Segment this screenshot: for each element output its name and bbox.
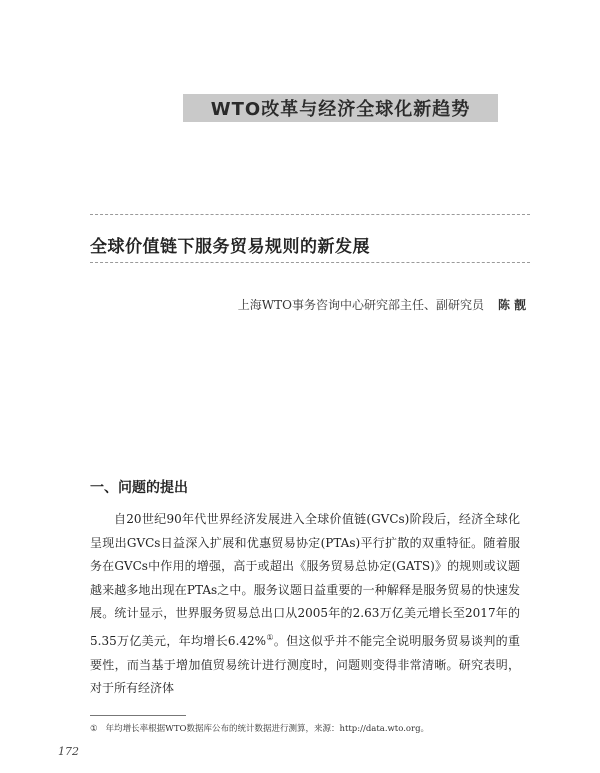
paragraph-main: 自20世纪90年代世界经济发展进入全球价值链(GVCs)阶段后，经济全球化呈现出GVCs日益深入扩展和优惠贸易协定(PTAs)平行扩散的双重特征。随着服务在GVCs中作用的增强，高于或超出《服务贸易总协定(GATS)》的规则或议题越来越多地出现在PTAs之中。服务议题日益重要的一种解释是服务贸易的快速发展。统计显示，世界服务贸易总出口从2005年的2.63万亿美元增长至2017年的5.35万亿美元，年均增长6.42% — [90, 512, 520, 648]
body-text — [90, 508, 520, 701]
paragraph-rest: 。但这似乎并不能完全说明服务贸易谈判的重要性，而当基于增加值贸易统计进行测度时，问题则变得非常清晰。研究表明，对于所有经济体 — [90, 633, 521, 696]
footnote — [90, 722, 530, 734]
footnote-text: 年均增长率根据WTO数据库公布的统计数据进行测算，来源：http://data.wto.org。 — [105, 724, 430, 734]
section-heading: 一、问题的提出 — [90, 480, 188, 496]
paragraph — [90, 508, 520, 701]
title-bottom-rule — [90, 262, 530, 263]
section-banner: WTO改革与经济全球化新趋势 — [183, 94, 498, 122]
page-number: 172 — [58, 745, 79, 758]
footnote-separator — [90, 715, 186, 716]
author-line — [150, 296, 530, 313]
title-top-rule — [90, 214, 530, 215]
article-title: 全球价值链下服务贸易规则的新发展 — [90, 237, 370, 257]
footnote-marker: ① — [90, 724, 98, 734]
author-affiliation: 上海WTO事务咨询中心研究部主任、副研究员 — [237, 298, 484, 312]
footnote-reference[interactable]: ① — [266, 632, 274, 642]
author-name: 陈靓 — [497, 298, 530, 312]
